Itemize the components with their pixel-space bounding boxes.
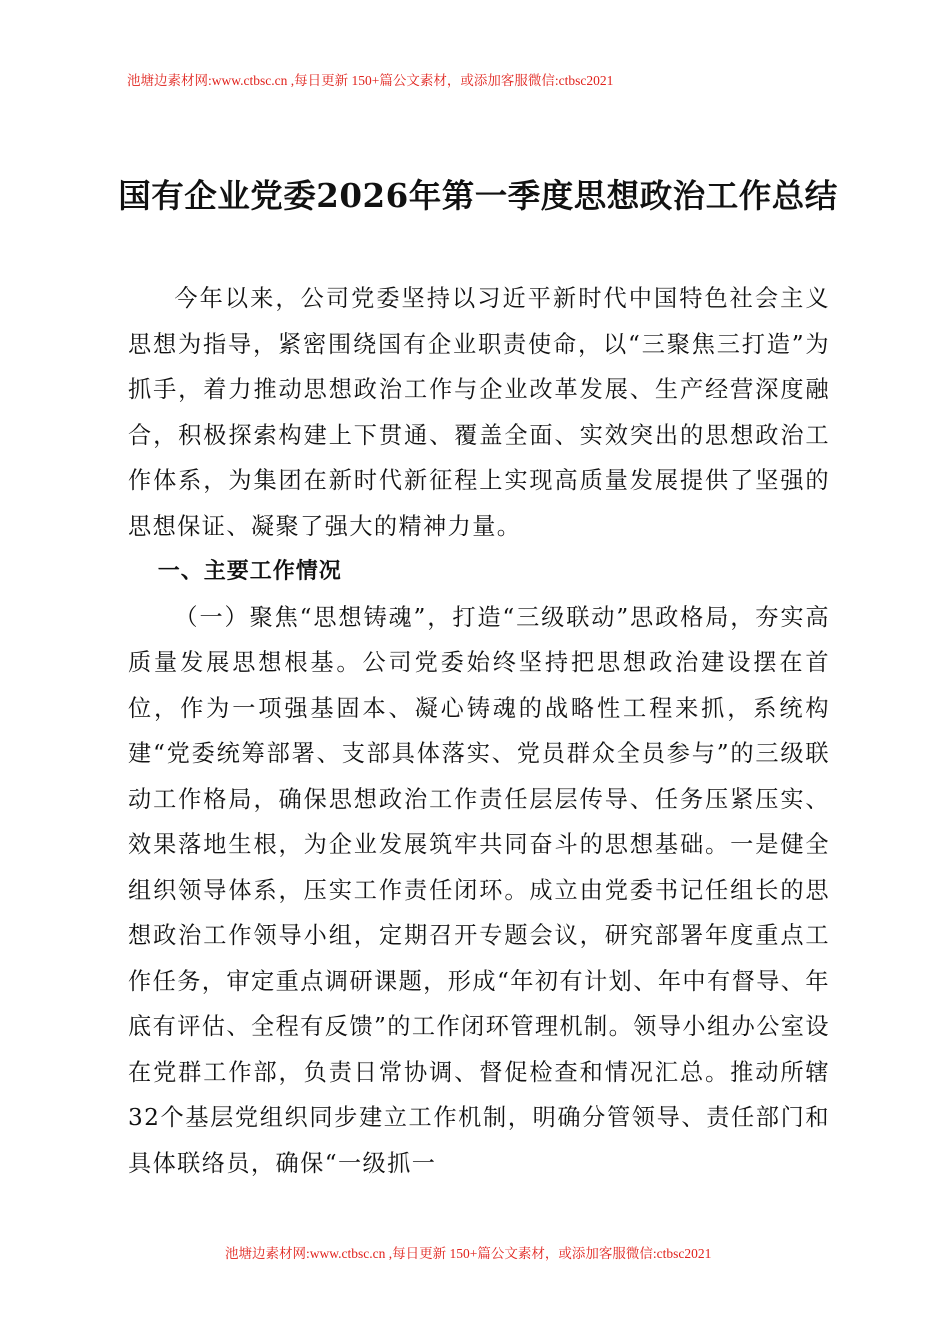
document-body	[128, 276, 830, 1186]
header-watermark-note: 池塘边素材网:www.ctbsc.cn ,每日更新 150+篇公文素材，或添加客服微信:ctbsc2021	[127, 73, 614, 88]
section-paragraph: （一）聚焦“思想铸魂”，打造“三级联动”思政格局，夯实高质量发展思想根基。公司党委始终坚持把思想政治建设摆在首位，作为一项强基固本、凝心铸魂的战略性工程来抓，系统构建“党委统筹部署、支部具体落实、党员群众全员参与”的三级联动工作格局，确保思想政治工作责任层层传导、任务压紧压实、效果落地生根，为企业发展筑牢共同奋斗的思想基础。一是健全组织领导体系，压实工作责任闭环。成立由党委书记任组长的思想政治工作领导小组，定期召开专题会议，研究部署年度重点工作任务，审定重点调研课题，形成“年初有计划、年中有督导、年底有评估、全程有反馈”的工作闭环管理机制。领导小组办公室设在党群工作部，负责日常协调、督促检查和情况汇总。推动所辖32个基层党组织同步建立工作机制，明确分管领导、责任部门和具体联络员，确保“一级抓一	[128, 603, 830, 1177]
document-title: 国有企业党委2026年第一季度思想政治工作总结	[118, 176, 838, 215]
intro-paragraph: 今年以来，公司党委坚持以习近平新时代中国特色社会主义思想为指导，紧密围绕国有企业职责使命，以“三聚焦三打造”为抓手，着力推动思想政治工作与企业改革发展、生产经营深度融合，积极探索构建上下贯通、覆盖全面、实效突出的思想政治工作体系，为集团在新时代新征程上实现高质量发展提供了坚强的思想保证、凝聚了强大的精神力量。	[128, 285, 830, 540]
section-heading: 一、主要工作情况	[157, 559, 342, 584]
footer-watermark-note: 池塘边素材网:www.ctbsc.cn ,每日更新 150+篇公文素材，或添加客服微信:ctbsc2021	[225, 1246, 712, 1261]
